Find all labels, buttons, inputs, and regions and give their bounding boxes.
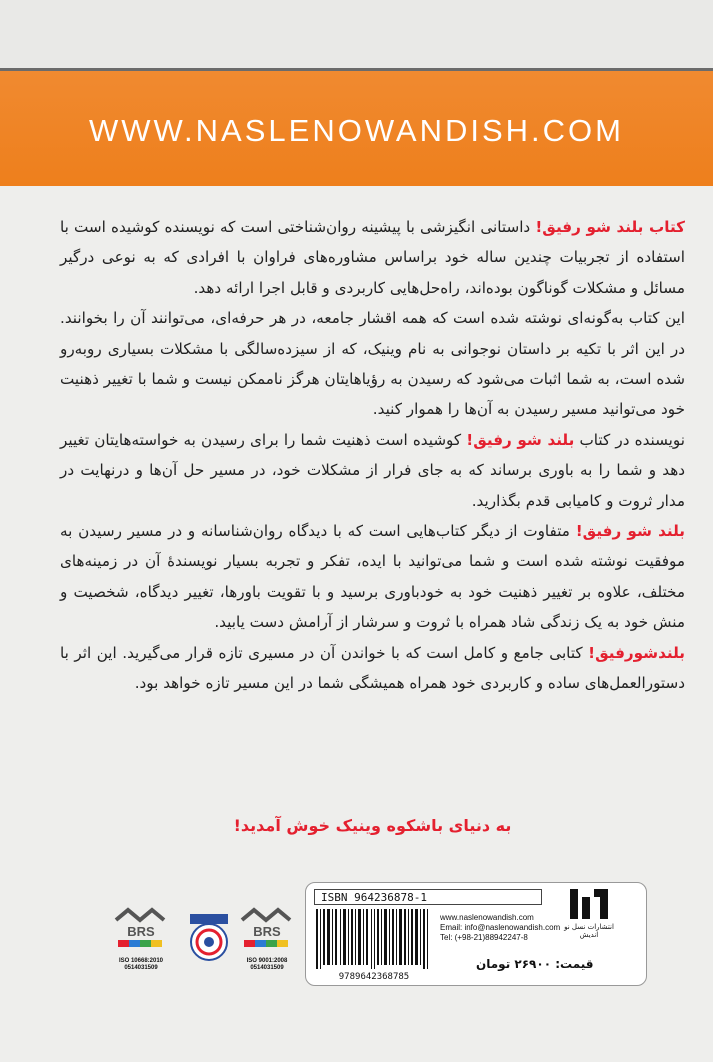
- book-title-highlight: کتاب بلند شو رفیق!: [535, 218, 685, 236]
- barcode-number: 9789642368785: [338, 972, 410, 981]
- brs-logo-icon: [110, 906, 172, 954]
- price-label: قیمت: ۲۶۹۰۰ تومان: [476, 957, 594, 971]
- book-title-highlight: بلند شو رفیق!: [575, 522, 685, 541]
- paragraph-text: متفاوت از دیگر کتاب‌هایی است که با دیدگاه روان‌شناسانه و در مسیر رسیدن به موفقیت نوشته شده است و شما می‌توانید با ایده، تفکر و تجربه بسیار نویسندۀ آن در زمینه‌های مختلف، علاوه بر تغییر ذهنیت خود به خودباوری برسید و با تقویت باورها، تغییر دیدگاه، شخصیت و منش خود به یک زندگی شاد همراه با ثروت و سرشار از آرامش دست یابید.: [60, 522, 685, 632]
- barcode-icon: [314, 909, 434, 981]
- paragraph-text: کتابی جامع و کامل است که با خواندن آن در مسیری تازه قرار می‌گیرید. این اثر با دستورالعمل‌های ساده و کاربردی خود همراه همیشگی شما در این مسیر تازه خواهد بود.: [60, 643, 685, 693]
- paragraph-text: داستانی انگیزشی با پیشینه روان‌شناختی است که نویسنده کوشیده است با استفاده از تجربیات چندین ساله خود براساس مشاوره‌های فراوان با افرادی که به نوعی درگیر مسائل و مشکلات گوناگون بوده‌اند، راه‌حل‌هایی کاربردی و قابل اجرا ارائه دهد.: [60, 218, 685, 297]
- website-banner: [0, 68, 713, 186]
- paragraph-text: کوشیده است ذهنیت شما را برای رسیدن به خواسته‌هایتان تغییر دهد و شما را به باوری برساند که به جای فرار از مشکلات خود، در مسیر حل آن‌ها و درنهایت در مدار ثروت و کامیابی قدم بگذارید.: [60, 430, 685, 510]
- welcome-line: به دنیای باشکوه وینیک خوش آمدید!: [233, 816, 512, 835]
- brs-cert-iso10668: [110, 906, 172, 972]
- cert-standard: ISO 9001:2008: [246, 958, 288, 964]
- paragraph-1: [60, 212, 685, 303]
- publisher-email: Email: info@naslenowandish.com: [440, 923, 561, 932]
- top-strip: [0, 0, 713, 68]
- paragraph-4: [60, 516, 685, 638]
- paragraph-2: [60, 303, 685, 425]
- book-title-highlight: بلند شو رفیق!: [466, 430, 575, 449]
- cert-number: 0514031509: [250, 965, 284, 971]
- paragraph-5: [60, 638, 685, 699]
- publisher-tel: Tel: (+98-21)88942247-8: [440, 933, 528, 942]
- publisher-name: انتشارات نسل نو اندیش: [564, 923, 614, 939]
- brs-logo-icon: [236, 906, 298, 954]
- paragraph-text: نویسنده در کتاب: [574, 430, 685, 449]
- publisher-info-box: [305, 882, 647, 986]
- publisher-contact: [440, 913, 638, 943]
- brs-cert-iso9001: [236, 906, 298, 972]
- cert-standard: ISO 10668:2010: [118, 958, 164, 964]
- brs-name: BRS: [127, 924, 155, 939]
- seal-logo: [186, 910, 232, 970]
- paragraph-text: این کتاب به‌گونه‌ای نوشته شده است که همه اقشار جامعه، در هر حرفه‌ای، می‌توانند آن را بخوانند. در این اثر با تکیه بر داستان نوجوانی به نام وینیک، که از سیزده‌سالگی با مشکلات بسیاری روبه‌رو شده است، به شما اثبات می‌شود که رسیدن به رؤیاهایتان هرگز ناممکن نیست و شما با تغییر ذهنیت خود می‌توانید مسیر رسیدن به آن‌ها را هموار کنید.: [60, 309, 685, 419]
- brs-name: BRS: [253, 924, 281, 939]
- emblem-icon: [186, 910, 232, 966]
- paragraph-3: [60, 425, 685, 516]
- isbn-label: ISBN 964236878-1: [314, 889, 542, 905]
- publisher-website: www.naslenowandish.com: [440, 913, 534, 922]
- cert-number: 0514031509: [124, 965, 158, 971]
- description-text: [60, 212, 685, 699]
- website-url: WWW.NASLENOWANDISH.COM: [88, 113, 624, 148]
- book-title-highlight: بلندشورفیق!: [588, 643, 685, 662]
